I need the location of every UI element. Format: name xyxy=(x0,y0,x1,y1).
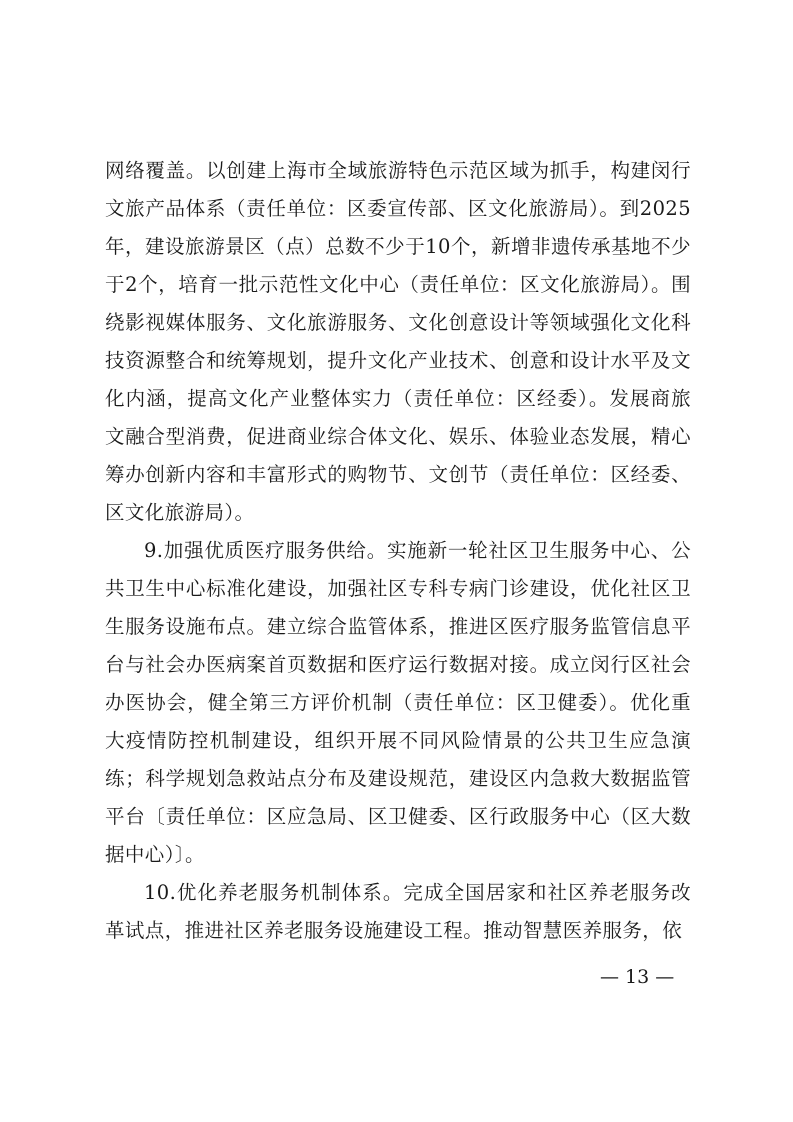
page-number: — 13 — xyxy=(600,966,675,988)
body-text xyxy=(105,152,691,950)
paragraph-item-10: 10.优化养老服务机制体系。完成全国居家和社区养老服务改革试点，推进社区养老服务设施建设工程。推动智慧医养服务，依 xyxy=(105,881,691,942)
paragraph-item-9: 9.加强优质医疗服务供给。实施新一轮社区卫生服务中心、公共卫生中心标准化建设，加强社区专科专病门诊建设，优化社区卫生服务设施布点。建立综合监管体系，推进区医疗服务监管信息平台与社会办医病案首页数据和医疗运行数据对接。成立闵行区社会办医协会，健全第三方评价机制（责任单位：区卫健委）。优化重大疫情防控机制建设，组织开展不同风险情景的公共卫生应急演练；科学规划急救站点分布及建设规范，建设区内急救大数据监管平台〔责任单位：区应急局、区卫健委、区行政服务中心（区大数据中心）〕。 xyxy=(105,539,691,866)
paragraph-continued: 网络覆盖。以创建上海市全域旅游特色示范区域为抓手，构建闵行文旅产品体系（责任单位：区委宣传部、区文化旅游局）。到2025年，建设旅游景区（点）总数不少于10个，新增非遗传承基地不少于2个，培育一批示范性文化中心（责任单位：区文化旅游局）。围绕影视媒体服务、文化旅游服务、文化创意设计等领域强化文化科技资源整合和统筹规划，提升文化产业技术、创意和设计水平及文化内涵，提高文化产业整体实力（责任单位：区经委）。发展商旅文融合型消费，促进商业综合体文化、娱乐、体验业态发展，精心筹办创新内容和丰富形式的购物节、文创节（责任单位：区经委、区文化旅游局）。 xyxy=(105,159,691,524)
